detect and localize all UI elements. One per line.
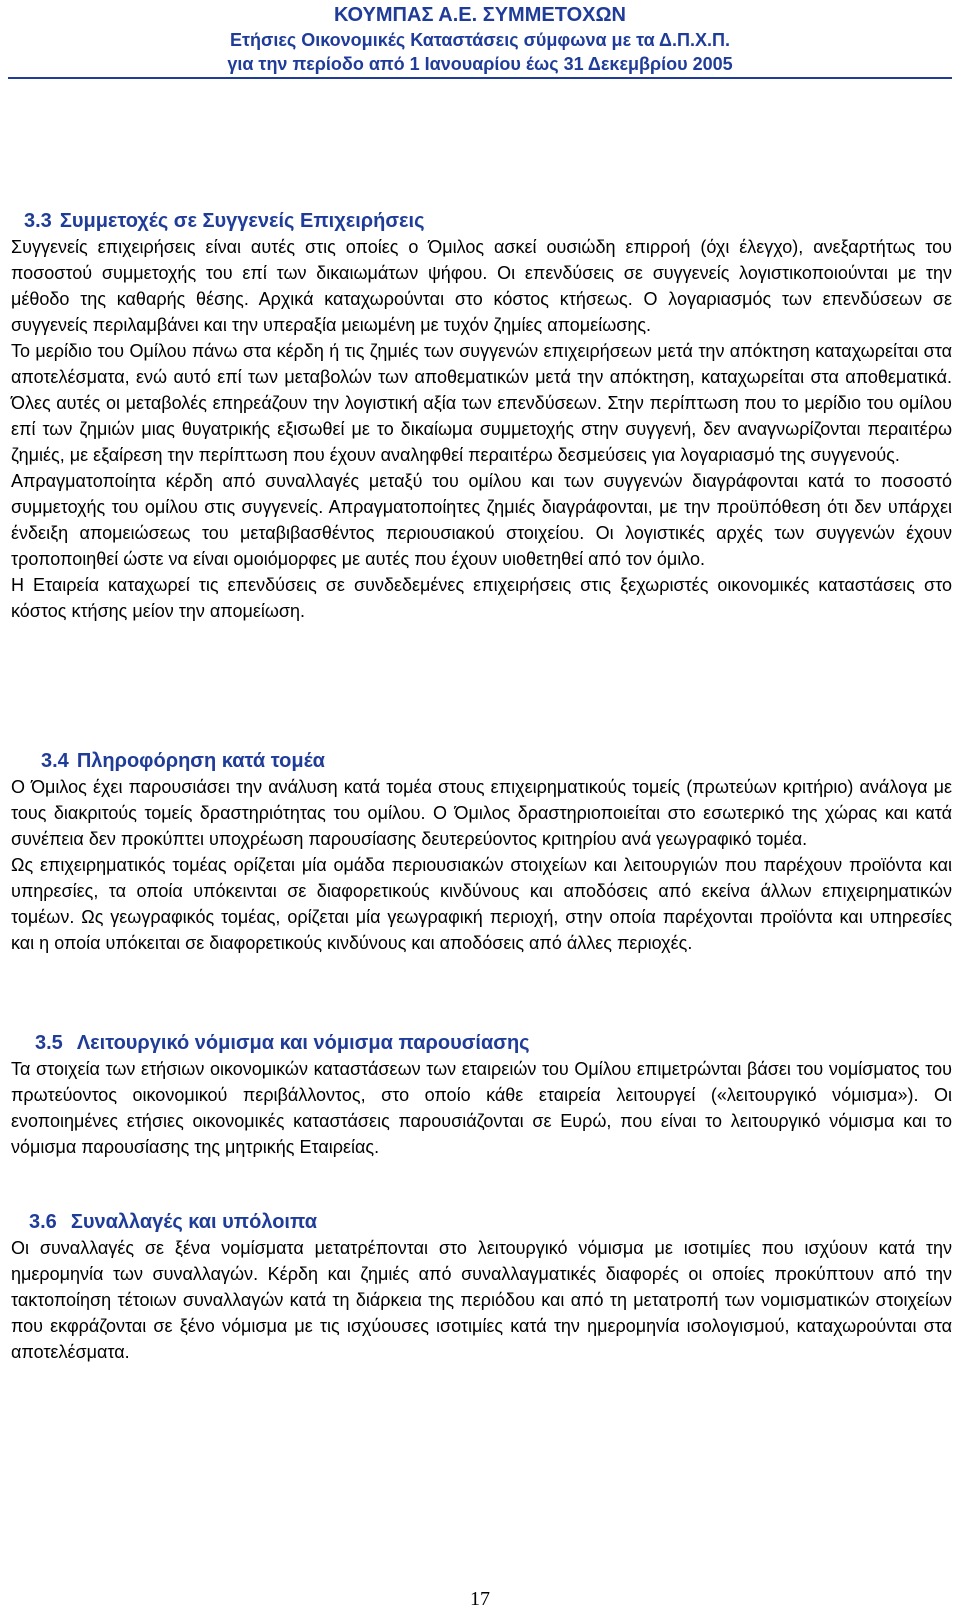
paragraph: Τα στοιχεία των ετήσιων οικονομικών καταστάσεων των εταιρειών του Ομίλου επιμετρώνται βάσει του νομίσματος του πρωτεύοντος οικονομικού περιβάλλοντος, στο οποίο κάθε εταιρεία λειτουργεί («λειτουργικό νόμισμα»). Οι ενοποιημένες ετήσιες οικονομικές καταστάσεις παρουσιάζονται σε Ευρώ, που είναι το λειτουργικό νόμισμα και το νόμισμα παρουσίασης της μητρικής Εταιρείας.: [11, 1059, 952, 1157]
paragraph: Απραγματοποίητα κέρδη από συναλλαγές μεταξύ του ομίλου και των συγγενών διαγράφονται κατά το ποσοστό συμμετοχής του ομίλου στις συγγενείς. Απραγματοποίητες ζημιές διαγράφονται, με την προϋπόθεση ότι δεν υπάρχει ένδειξη απομειώσεως του μεταβιβασθέντος περιουσιακού στοιχείου. Οι λογιστικές αρχές των συγγενών έχουν τροποποιηθεί ώστε να είναι ομοιόμορφες με αυτές που έχουν υιοθετηθεί από τον όμιλο.: [11, 471, 952, 569]
section-number: 3.3: [24, 210, 52, 232]
section-3-5: [11, 1030, 952, 1160]
section-3-3: [11, 208, 952, 624]
paragraph: Ο Όμιλος έχει παρουσιάσει την ανάλυση κατά τομέα στους επιχειρηματικούς τομείς (πρωτεύων κριτήριο) ανάλογα με τους διακριτούς τομείς δραστηριότητας του ομίλου. Ο Όμιλος δραστηριοποιείται στο εσωτερικό της χώρας και κατά συνέπεια δεν προκύπτει υποχρέωση παρουσίασης δευτερεύοντος κριτηρίου ανά γεωγραφικό τομέα.: [11, 777, 952, 849]
section-3-4: [11, 748, 952, 956]
company-name: ΚΟΥΜΠΑΣ Α.Ε. ΣΥΜΜΕΤΟΧΩΝ: [334, 4, 626, 26]
section-heading: [11, 748, 952, 774]
paragraph: Οι συναλλαγές σε ξένα νομίσματα μετατρέπονται στο λειτουργικό νόμισμα με ισοτιμίες που ισχύουν κατά την ημερομηνία των συναλλαγών. Κέρδη και ζημιές από συναλλαγματικές διαφορές οι οποίες προκύπτουν από την τακτοποίηση τέτοιων συναλλαγών κατά τη διάρκεια της περιόδου και από τη μετατροπή των νομισματικών στοιχείων που εκφράζονται σε ξένο νόμισμα με τις ισχύουσες ισοτιμίες κατά την ημερομηνία ισολογισμού, καταχωρούνται στα αποτελέσματα.: [11, 1238, 952, 1362]
paragraph: Το μερίδιο του Ομίλου πάνω στα κέρδη ή τις ζημιές των συγγενών επιχειρήσεων μετά την απόκτηση καταχωρείται στα αποτελέσματα, ενώ αυτό επί των μεταβολών των αποθεματικών μετά την απόκτηση, καταχωρείται στα αποθεματικά. Όλες αυτές οι μεταβολές επηρεάζουν την λογιστική αξία των επενδύσεων. Στην περίπτωση που το μερίδιο του ομίλου επί των ζημιών μιας θυγατρικής εξισωθεί με το δικαίωμα συμμετοχής στην συγγενή, δεν αναγνωρίζονται περαιτέρω ζημιές, με εξαίρεση την περίπτωση που έχουν αναληφθεί περαιτέρω δεσμεύσεις για λογαριασμό της συγγενούς.: [11, 341, 952, 465]
section-heading: [11, 208, 952, 234]
section-number: 3.4: [41, 750, 69, 772]
section-title: Συναλλαγές και υπόλοιπα: [70, 1211, 318, 1233]
paragraph: Συγγενείς επιχειρήσεις είναι αυτές στις οποίες ο Όμιλος ασκεί ουσιώδη επιρροή (όχι έλεγχο), ανεξαρτήτως του ποσοστού συμμετοχής του επί των δικαιωμάτων ψήφου. Οι επενδύσεις σε συγγενείς λογιστικοποιούνται με την μέθοδο της καθαρής θέσης. Αρχικά καταχωρούνται στο κόστος κτήσεως. Ο λογαριασμός των επενδύσεων σε συγγενείς περιλαμβάνει και την υπεραξία μειωμένη με τυχόν ζημίες απομείωσης.: [11, 237, 952, 335]
paragraph: Η Εταιρεία καταχωρεί τις επενδύσεις σε συνδεδεμένες επιχειρήσεις στις ξεχωριστές οικονομικές καταστάσεις στο κόστος κτήσης μείον την απομείωση.: [11, 575, 952, 621]
section-number: 3.6: [29, 1211, 57, 1233]
report-period: για την περίοδο από 1 Ιανουαρίου έως 31 Δεκεμβρίου 2005: [227, 54, 733, 74]
section-title: Λειτουργικό νόμισμα και νόμισμα παρουσίασης: [76, 1032, 530, 1054]
page-header: [0, 3, 960, 77]
section-number: 3.5: [35, 1032, 63, 1054]
section-title: Συμμετοχές σε Συγγενείς Επιχειρήσεις: [59, 210, 425, 232]
header-divider: [8, 77, 952, 79]
section-title: Πληροφόρηση κατά τομέα: [76, 750, 325, 772]
section-3-6: [11, 1209, 952, 1365]
section-heading: [11, 1030, 952, 1056]
section-heading: [11, 1209, 952, 1235]
report-subtitle: Ετήσιες Οικονομικές Καταστάσεις σύμφωνα με τα Δ.Π.Χ.Π.: [229, 29, 730, 50]
page-number: 17: [470, 1588, 490, 1610]
paragraph: Ως επιχειρηματικός τομέας ορίζεται μία ομάδα περιουσιακών στοιχείων και λειτουργιών που παρέχουν προϊόντα και υπηρεσίες, τα οποία υπόκεινται σε διαφορετικούς κινδύνους και αποδόσεις από εκείνα άλλων επιχειρηματικών τομέων. Ως γεωγραφικός τομέας, ορίζεται μία γεωγραφική περιοχή, στην οποία παρέχονται προϊόντα και υπηρεσίες και η οποία υπόκειται σε διαφορετικούς κινδύνους και αποδόσεις από άλλες περιοχές.: [11, 855, 952, 953]
